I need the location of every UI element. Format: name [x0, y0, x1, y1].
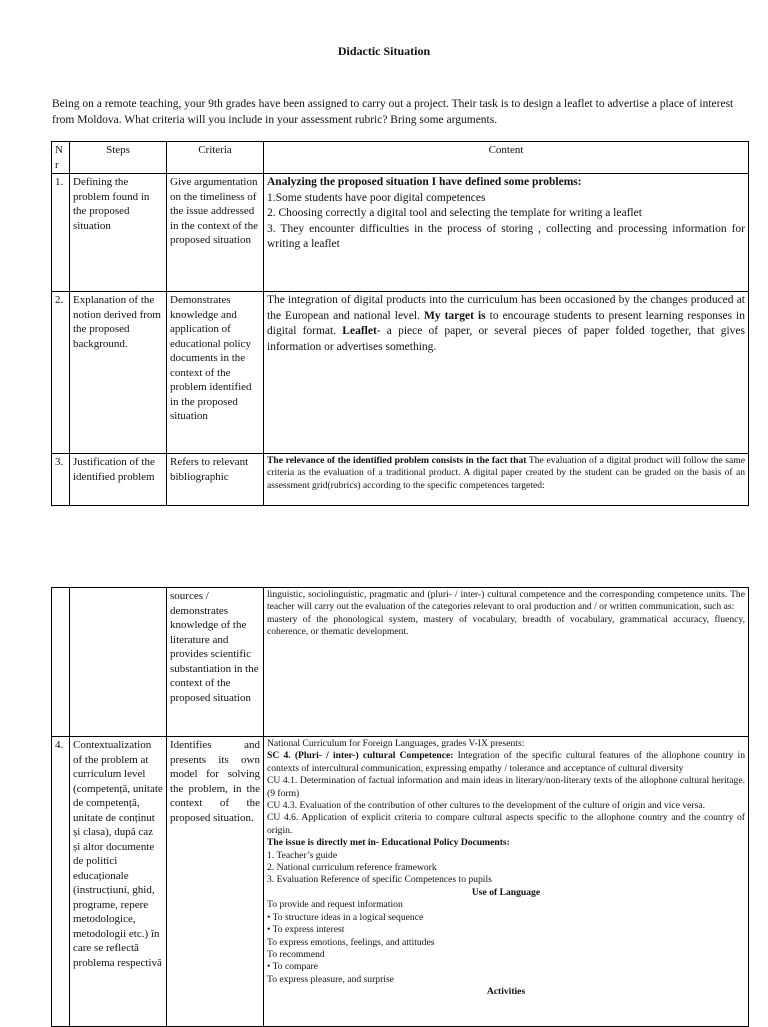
competence-unit: CU 4.1. Determination of factual information and main ideas in literary/non-literary texts of the allophone cultural heritage.(9 form)	[267, 775, 745, 799]
content-text: mastery of the phonological system, mastery of vocabulary, breadth of vocabulary, grammatical accuracy, fluency, coherence, or thematic development.	[267, 613, 745, 638]
policy-doc: 1. Teacher’s guide	[267, 849, 338, 861]
content-text: - a piece of paper, or several pieces of paper folded together, that gives information or advertises something.	[267, 325, 745, 353]
row-number: 2.	[52, 292, 70, 454]
header-criteria: Criteria	[167, 142, 264, 174]
content-cell	[264, 292, 749, 454]
criteria-cell: Identifies and presents its own model for solving the problem, in the context of the proposed situation.	[167, 737, 264, 1027]
criteria-cell: Demonstrates knowledge and application of educational policy documents in the context of the problem identified in the proposed situation	[167, 292, 264, 454]
table-row	[52, 174, 749, 292]
policy-doc: 2. National curriculum reference framework	[267, 862, 437, 874]
problem-item: 3. They encounter difficulties in the process of storing , collecting and processing information for writing a leaflet	[267, 222, 745, 250]
content-cell	[264, 737, 749, 1027]
content-text: The evaluation of a digital product will follow the same criteria as the evaluation of a traditional product. A digital paper created by the student can be graded on the basis of an assessment grid(rubrics) according to the specific competences targeted:	[267, 455, 745, 491]
activities-heading: Activities	[486, 986, 526, 998]
step-cell: Contextualization of the problem at curriculum level (competență, unitate de competență, unitate de conținut și clasa), după caz și altor documente de politici educaționale (instrucțiuni, ghid, programe, repere metodologice, metodologii etc.) în care se reflectă problema respectivă	[70, 737, 167, 1027]
curriculum-line: National Curriculum for Foreign Languages, grades V-IX presents:	[267, 738, 525, 749]
language-function: • To compare	[267, 961, 318, 973]
problem-item: 2. Choosing correctly a digital tool and selecting the template for writing a leaflet	[267, 207, 642, 219]
header-steps: Steps	[70, 142, 167, 174]
content-text: to encourage students to present learning responses in digital format.	[267, 309, 745, 337]
relevance-lead: The relevance of the identified problem consists in the fact that	[267, 455, 527, 466]
content-text: The integration of digital products into the curriculum has been occasioned by the changes produced at the European and national level.	[267, 294, 745, 322]
table-row	[52, 454, 749, 506]
assessment-table-part-1	[51, 141, 749, 506]
criteria-cell: sources / demonstrates knowledge of the literature and provides scientific substantiation in the context of the proposed situation	[167, 588, 264, 737]
step-cell: Explanation of the notion derived from the proposed background.	[70, 292, 167, 454]
step-cell: Defining the problem found in the proposed situation	[70, 174, 167, 292]
language-function: To express emotions, feelings, and attitudes	[267, 936, 435, 948]
step-cell	[70, 588, 167, 737]
policy-doc: 3. Evaluation Reference of specific Competences to pupils	[267, 874, 492, 886]
header-nr: N r	[52, 142, 70, 174]
language-function: To recommend	[267, 948, 325, 960]
problem-item: 1.Some students have poor digital competences	[267, 191, 486, 204]
target-label: My target is	[423, 309, 486, 322]
table-row	[52, 737, 749, 1027]
table-header-row	[52, 142, 749, 174]
language-function: To provide and request information	[267, 899, 403, 911]
language-function: • To express interest	[267, 924, 345, 936]
row-number	[52, 588, 70, 737]
competence-unit: CU 4.6. Application of explicit criteria to compare cultural aspects specific to the allophone country and the country of origin.	[267, 812, 745, 836]
row-number: 1.	[52, 174, 70, 292]
step-cell: Justification of the identified problem	[70, 454, 167, 506]
page-title: Didactic Situation	[337, 44, 431, 58]
table-row	[52, 588, 749, 737]
language-function: • To structure ideas in a logical sequence	[267, 911, 424, 923]
content-cell	[264, 588, 749, 737]
content-cell	[264, 174, 749, 292]
assessment-table-part-2	[51, 587, 749, 1027]
row-number: 4.	[52, 737, 70, 1027]
intro-paragraph: Being on a remote teaching, your 9th grades have been assigned to carry out a project. Their task is to design a leaflet to advertise a place of interest from Moldova. What criteria will you include in your assessment rubric? Bring some arguments.	[52, 98, 734, 126]
language-function: To express pleasure, and surprise	[267, 973, 394, 985]
table-row	[52, 292, 749, 454]
criteria-cell: Refers to relevant bibliographic	[167, 454, 264, 506]
competence-block	[267, 750, 745, 775]
sc-label: SC 4. (Pluri- / inter-) cultural Competence:	[267, 750, 454, 762]
policy-heading: The issue is directly met in- Educational Policy Documents:	[267, 837, 510, 849]
criteria-cell: Give argumentation on the timeliness of the issue addressed in the context of the proposed situation	[167, 174, 264, 292]
row-number: 3.	[52, 454, 70, 506]
sc-text: Integration of the specific cultural features of the allophone country in contexts of intercultural communication, expressing empathy / tolerance and acceptance of cultural diversity	[267, 750, 745, 774]
use-of-language-heading: Use of Language	[471, 886, 541, 898]
content-heading: Analyzing the proposed situation I have defined some problems:	[267, 176, 582, 188]
content-text: linguistic, sociolinguistic, pragmatic and (pluri- / inter-) cultural competence and the corresponding competence units. The teacher will carry out the evaluation of the categories relevant to oral production and / or written communication, such as:	[267, 589, 745, 613]
competence-unit: CU 4.3. Evaluation of the contribution of other cultures to the development of the culture of origin and vice versa.	[267, 800, 705, 812]
leaflet-label: Leaflet	[342, 325, 377, 337]
header-content: Content	[264, 142, 749, 174]
content-cell	[264, 454, 749, 506]
